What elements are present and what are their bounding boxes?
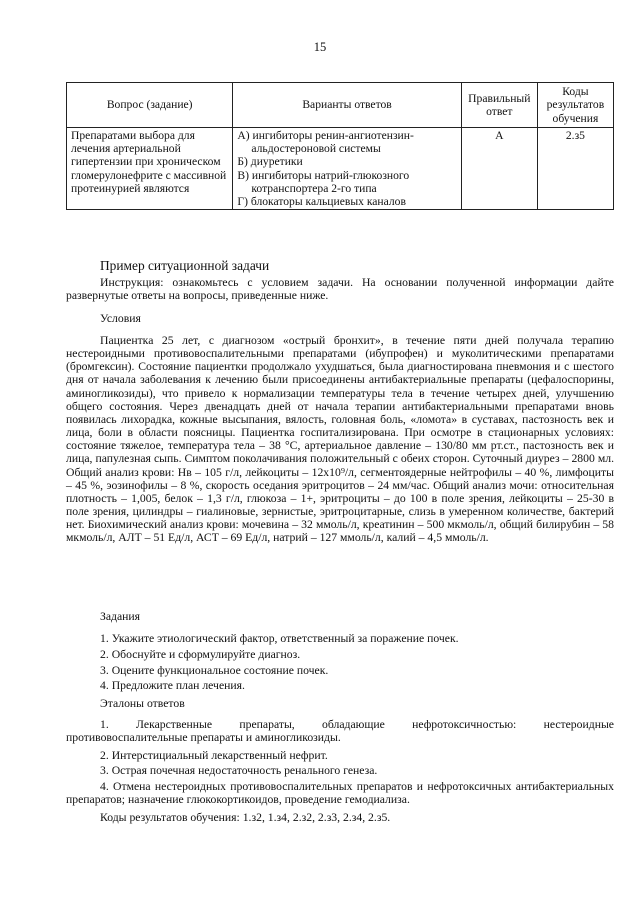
page-number: 15 (313, 40, 327, 54)
task-item-2: 2. Обоснуйте и сформулируйте диагноз. (100, 648, 301, 661)
correct-answer-cell: А (461, 128, 537, 210)
tasks-heading: Задания (100, 610, 141, 623)
section-title: Пример ситуационной задачи (100, 258, 270, 273)
question-cell: Препаратами выбора для лечения артериальной гипертензии при хроническом гломерулонефрите с массивной протеинурией являются (67, 128, 233, 210)
task-item-1: 1. Укажите этиологический фактор, ответственный за поражение почек. (100, 632, 459, 645)
conditions-paragraph: Пациентка 25 лет, с диагнозом «острый бронхит», в течение пяти дней получала терапию нестероидными противовоспалительными препаратами (ибупрофен) и муколитическими препаратами (бромгексин). Состояние пациентки продолжало ухудшаться, была диагностирована пневмония и с шестого дня от начала заболевания к лечению были присоединены антибактериальные препараты (цефалоспорины, аминогликозиды), что привело к нормализации температуры тела в течение четырех дней, улучшению общего состояния. Через двенадцать дней от начала терапии антибактериальными препаратами вновь появилась лихорадка, кожные высыпания, вялость, головная боль, «ломота» в суставах, пастозность век и лица, боли в области поясницы. Пациентка госпитализирована. При осмотре в стационарных условиях: состояние тяжелое, температура тела – 38 °С, артериальное давление – 130/80 мм рт.ст., пастозность век и лица, папулезная сыпь. Симптом поколачивания положительный с обеих сторон. Суточный диурез – 2800 мл. Общий анализ крови: Нв – 105 г/л, лейкоциты – 12х10⁹/л, сегментоядерные нейтрофилы – 40 %, лимфоциты – 45 %, эозинофилы – 8 %, скорость оседания эритроцитов – 24 мм/час. Общий анализ мочи: относительная плотность – 1,005, белок – 1,3 г/л, глюкоза – 1+, эритроциты – до 100 в поле зрения, лейкоциты – 25-30 в поле зрения, цилиндры – гиалиновые, зернистые, эритроцитарные, слизь в умеренном количестве, бактерий нет. Биохимический анализ крови: мочевина – 32 ммоль/л, креатинин – 500 мкмоль/л, общий билирубин – 58 мкмоль/л, АЛТ – 51 Ед/л, АСТ – 69 Ед/л, натрий – 127 ммоль/л, калий – 4,5 ммоль/л. (66, 334, 614, 545)
header-correct: Правильный ответ (461, 83, 537, 128)
answer-item-2: 2. Интерстициальный лекарственный нефрит. (100, 749, 328, 762)
answer-item-4: 4. Отмена нестероидных противовоспалительных препаратов и нефротоксичных антибактериальных препаратов; назначение глюкокортикоидов, проведение гемодиализа. (66, 780, 614, 807)
task-item-4: 4. Предложите план лечения. (100, 679, 245, 692)
instruction-paragraph: Инструкция: ознакомьтесь с условием задачи. На основании полученной информации дайте развернутые ответы на вопросы, приведенные ниже. (66, 276, 614, 303)
question-table (66, 82, 614, 210)
header-question: Вопрос (задание) (67, 83, 233, 128)
table-header-row (67, 83, 614, 128)
options-cell (233, 128, 461, 210)
option-d: Г) блокаторы кальциевых каналов (237, 195, 406, 209)
header-codes: Коды результатов обучения (537, 83, 613, 128)
task-item-3: 3. Оцените функциональное состояние почек. (100, 664, 329, 677)
answers-heading: Эталоны ответов (100, 697, 185, 710)
learning-codes-line: Коды результатов обучения: 1.з2, 1.з4, 2.з2, 2.з3, 2.з4, 2.з5. (100, 811, 391, 824)
option-a: А) ингибиторы ренин-ангиотензин- (237, 129, 414, 142)
answer-item-3: 3. Острая почечная недостаточность ренального генеза. (100, 764, 378, 777)
table-row (67, 128, 614, 210)
option-b: Б) диуретики (237, 155, 303, 169)
codes-cell: 2.з5 (537, 128, 613, 210)
option-c-cont: котранспортера 2-го типа (251, 181, 377, 195)
header-options: Варианты ответов (233, 83, 461, 128)
option-a-cont: альдостероновой системы (251, 142, 381, 156)
conditions-heading: Условия (100, 312, 141, 325)
option-c: В) ингибиторы натрий-глюкозного (237, 168, 410, 182)
answer-item-1: 1. Лекарственные препараты, обладающие нефротоксичностью: нестероидные противовоспалительные препараты и аминогликозиды. (66, 718, 614, 745)
